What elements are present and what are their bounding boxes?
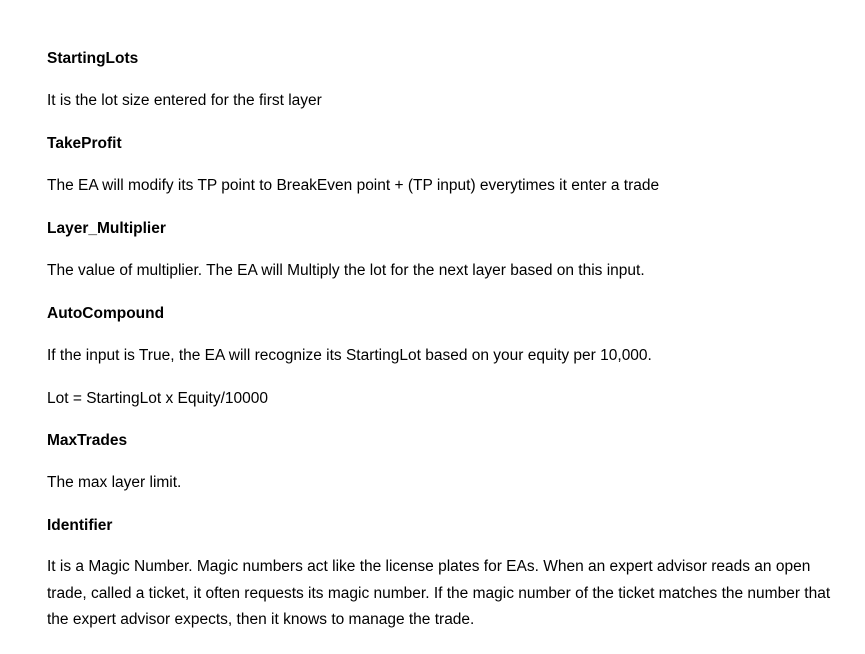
heading-starting-lots: StartingLots: [47, 50, 139, 67]
heading-layer-multiplier: Layer_Multiplier: [47, 220, 166, 237]
text-lot-formula: Lot = StartingLot x Equity/10000: [47, 390, 269, 407]
text-identifier: It is a Magic Number. Magic numbers act like the license plates for EAs. When an expert advisor reads an open trade, called a ticket, it often requests its magic number. If the magic number of the ticket matches the number that the expert advisor expects, then it knows to manage the trade.: [47, 558, 831, 628]
text-starting-lots: It is the lot size entered for the first layer: [47, 92, 322, 109]
text-layer-multiplier: The value of multiplier. The EA will Multiply the lot for the next layer based on this input.: [47, 262, 645, 279]
heading-take-profit: TakeProfit: [47, 135, 122, 152]
text-max-trades: The max layer limit.: [47, 474, 182, 491]
text-auto-compound: If the input is True, the EA will recognize its StartingLot based on your equity per 10,000.: [47, 347, 652, 364]
text-take-profit: The EA will modify its TP point to BreakEven point + (TP input) everytimes it enter a trade: [47, 177, 660, 194]
heading-auto-compound: AutoCompound: [47, 305, 165, 322]
heading-max-trades: MaxTrades: [47, 432, 128, 449]
heading-identifier: Identifier: [47, 517, 113, 534]
